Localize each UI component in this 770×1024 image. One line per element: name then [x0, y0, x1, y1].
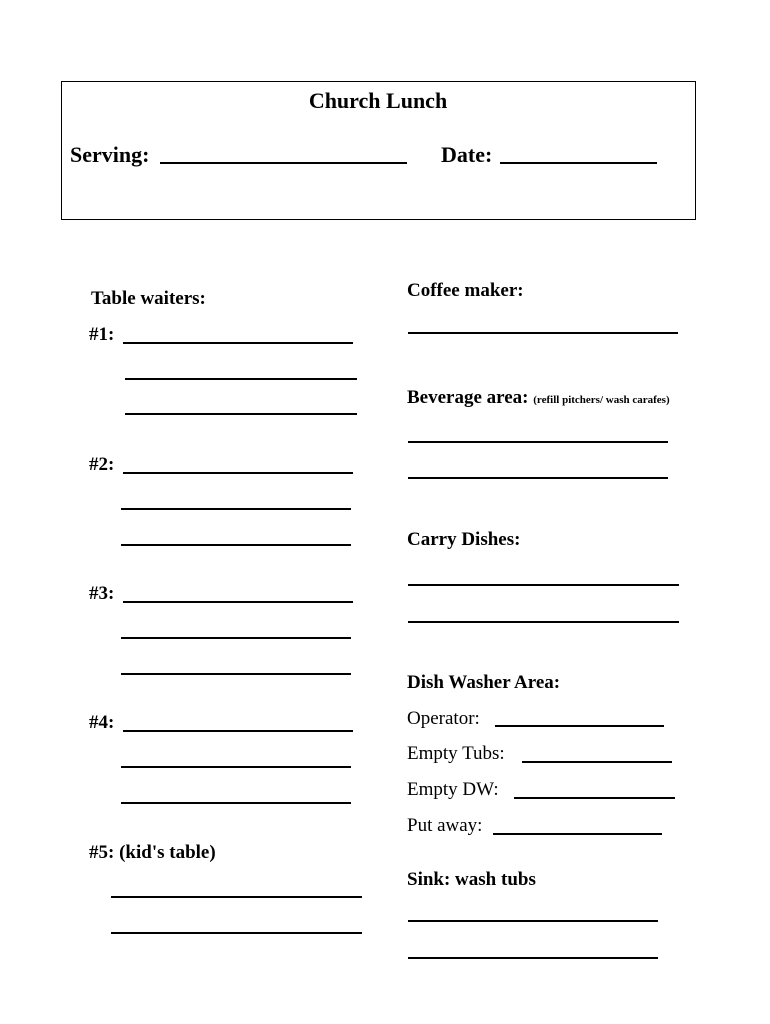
waiter-1-line-3[interactable]: [125, 413, 357, 415]
put-away-line[interactable]: [493, 833, 662, 835]
coffee-maker-line[interactable]: [408, 332, 678, 334]
dish-washer-area-label: Dish Washer Area:: [407, 672, 561, 693]
sink-line-2[interactable]: [408, 957, 658, 959]
waiter-2-line-1[interactable]: [123, 472, 353, 474]
date-label: Date:: [441, 142, 493, 167]
beverage-area-note: (refill pitchers/ wash carafes): [533, 394, 670, 406]
empty-tubs-label: Empty Tubs:: [407, 743, 505, 764]
waiter-4-line-2[interactable]: [121, 766, 351, 768]
waiter-3-line-2[interactable]: [121, 637, 351, 639]
waiter-1-line-1[interactable]: [123, 342, 353, 344]
beverage-area-title: Beverage area:: [407, 387, 529, 408]
serving-field-line[interactable]: [160, 162, 407, 164]
beverage-area-line-2[interactable]: [408, 477, 668, 479]
beverage-area-line-1[interactable]: [408, 441, 668, 443]
waiter-4-label: #4:: [89, 712, 115, 733]
date-field-line[interactable]: [500, 162, 657, 164]
waiter-3-line-1[interactable]: [123, 601, 353, 603]
empty-tubs-line[interactable]: [522, 761, 672, 763]
waiter-2-label: #2:: [89, 454, 115, 475]
serving-label: Serving:: [70, 142, 150, 167]
put-away-label: Put away:: [407, 815, 483, 836]
operator-label: Operator:: [407, 708, 480, 729]
operator-line[interactable]: [495, 725, 664, 727]
carry-dishes-label: Carry Dishes:: [407, 529, 521, 550]
beverage-area-label: [407, 387, 670, 409]
empty-dw-label: Empty DW:: [407, 779, 499, 800]
waiter-1-label: #1:: [89, 324, 115, 345]
waiter-4-line-1[interactable]: [123, 730, 353, 732]
waiter-3-label: #3:: [89, 583, 115, 604]
carry-dishes-line-1[interactable]: [408, 584, 679, 586]
sink-line-1[interactable]: [408, 920, 658, 922]
waiter-2-line-3[interactable]: [121, 544, 351, 546]
table-waiters-label: Table waiters:: [91, 288, 206, 309]
waiter-5-line-1[interactable]: [111, 896, 362, 898]
coffee-maker-label: Coffee maker:: [407, 280, 524, 301]
waiter-5-line-2[interactable]: [111, 932, 362, 934]
waiter-4-line-3[interactable]: [121, 802, 351, 804]
waiter-2-line-2[interactable]: [121, 508, 351, 510]
waiter-5-label: #5: (kid's table): [89, 842, 216, 863]
waiter-3-line-3[interactable]: [121, 673, 351, 675]
empty-dw-line[interactable]: [514, 797, 675, 799]
waiter-1-line-2[interactable]: [125, 378, 357, 380]
sink-label: Sink: wash tubs: [407, 869, 536, 890]
page-title: Church Lunch: [308, 88, 448, 113]
carry-dishes-line-2[interactable]: [408, 621, 679, 623]
